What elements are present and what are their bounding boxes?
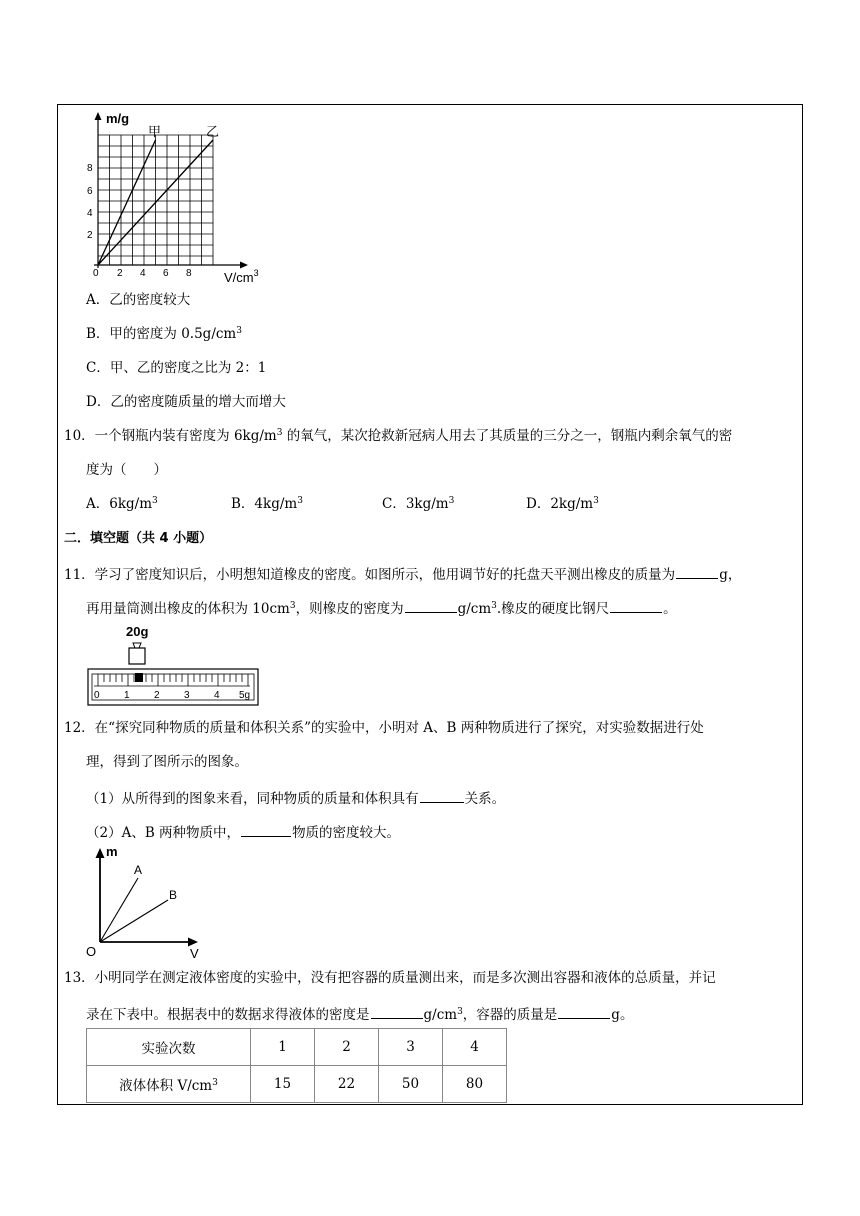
weight-knob — [133, 643, 141, 648]
q13-line2-a: 录在下表中。根据表中的数据求得液体的密度是 — [86, 1007, 370, 1023]
q13-line2-b: g/cm — [423, 1007, 458, 1023]
table-cell-label: 液体体积 V/cm — [119, 1078, 213, 1094]
scale-tick-label: 1 — [124, 690, 130, 701]
q11-line1-a: 11．学习了密度知识后，小明想知道橡皮的密度。如图所示，他用调节好的托盘天平测出橡皮的质量为 — [64, 567, 676, 583]
x-axis-label — [224, 268, 259, 285]
y-axis-label: m — [106, 844, 118, 859]
table-cell: 22 — [315, 1066, 379, 1103]
x-axis-label: V — [190, 946, 199, 958]
answer-blank[interactable] — [676, 566, 718, 579]
table-cell: 3 — [379, 1029, 443, 1066]
sup: 3 — [289, 601, 296, 611]
y-tick: 4 — [87, 208, 93, 219]
sup: 3 — [491, 601, 497, 611]
answer-blank[interactable] — [610, 600, 662, 613]
line-jia — [98, 140, 156, 265]
y-axis-arrow — [96, 848, 105, 858]
q13-line2-c: ，容器的质量是 — [462, 1007, 558, 1023]
section-title: 二．填空题（共 4 小题） — [64, 531, 213, 546]
x-tick: 6 — [163, 268, 169, 279]
x-axis-arrow — [240, 262, 248, 269]
q9-option-b — [86, 328, 242, 342]
sup: 3 — [236, 326, 242, 336]
line-label-yi: 乙 — [206, 124, 220, 139]
q11-line1-b: g， — [719, 567, 742, 583]
x-axis-label-sup: 3 — [253, 268, 259, 278]
scale-bar-outer — [88, 669, 258, 705]
y-axis-arrow — [95, 112, 102, 120]
line-label-b: B — [169, 888, 178, 902]
y-axis-label: m/g — [106, 111, 130, 126]
y-tick: 6 — [87, 186, 93, 197]
q12-sub2 — [86, 824, 400, 841]
line-b — [100, 900, 168, 942]
sup: 3 — [276, 428, 283, 438]
x-tick: 0 — [93, 268, 99, 279]
x-tick: 8 — [186, 268, 192, 279]
x-tick: 4 — [140, 268, 146, 279]
answer-blank[interactable] — [405, 600, 457, 613]
table-cell: 4 — [443, 1029, 507, 1066]
sup: 3 — [212, 1078, 218, 1088]
scale-tick-label: 5g — [239, 690, 251, 701]
q12-mass-volume-graph — [84, 842, 214, 958]
table-cell: 50 — [379, 1066, 443, 1103]
sup: 3 — [457, 1007, 463, 1017]
q12-line1: 12．在“探究同种物质的质量和体积关系”的实验中，小明对 A、B 两种物质进行了探究，对实验数据进行处 — [64, 720, 704, 736]
answer-blank[interactable] — [241, 824, 291, 837]
q9-option-c: C．甲、乙的密度之比为 2：1 — [86, 360, 267, 376]
line-a — [100, 878, 138, 942]
sup: 3 — [297, 496, 303, 506]
q10-line1 — [64, 430, 732, 444]
table-cell: 15 — [251, 1066, 315, 1103]
q10-option-d-text: D．2kg/m — [526, 496, 594, 512]
weight-label: 20g — [126, 624, 149, 639]
q10-option-d — [526, 498, 599, 512]
scale-tick-label: 4 — [214, 690, 220, 701]
answer-blank[interactable] — [558, 1006, 610, 1019]
table-cell: 实验次数 — [87, 1029, 251, 1066]
sup: 3 — [593, 496, 599, 506]
table-cell: 80 — [443, 1066, 507, 1103]
q11-line2-a: 再用量筒测出橡皮的体积为 10cm — [86, 601, 290, 617]
scale-tick-label: 0 — [94, 690, 100, 701]
answer-blank[interactable] — [420, 790, 464, 803]
q13-line2-d: g。 — [611, 1007, 634, 1023]
scale-rider — [135, 673, 143, 682]
q11-line2-c: g/cm — [457, 601, 492, 617]
q11-line2-b: ，则橡皮的密度为 — [295, 601, 404, 617]
x-tick: 2 — [117, 268, 123, 279]
scale-tick-label: 3 — [184, 690, 190, 701]
q10-option-a — [86, 498, 158, 512]
q11-line2 — [86, 600, 677, 617]
q10-option-a-text: A．6kg/m — [86, 496, 153, 512]
scale-tick-label: 2 — [154, 690, 160, 701]
y-tick: 2 — [87, 230, 93, 241]
q12-sub2-a: （2）A、B 两种物质中， — [86, 825, 241, 841]
q10-option-c — [382, 498, 454, 512]
q10-line1-b: 的氧气，某次抢救新冠病人用去了其质量的三分之一，钢瓶内剩余氧气的密 — [282, 428, 733, 444]
q9-density-graph — [84, 110, 274, 286]
q10-option-c-text: C．3kg/m — [382, 496, 449, 512]
table-cell: 1 — [251, 1029, 315, 1066]
line-label-a: A — [134, 863, 143, 877]
answer-blank[interactable] — [371, 1006, 423, 1019]
x-axis-label-text: V/cm — [224, 270, 254, 285]
q10-line1-a: 10．一个钢瓶内装有密度为 6kg/m — [64, 428, 277, 444]
y-tick: 8 — [87, 163, 93, 174]
q10-option-b — [231, 498, 303, 512]
table-cell — [87, 1066, 251, 1103]
q10-line2: 度为（ ） — [86, 462, 167, 478]
q12-sub1-a: （1）从所得到的图象来看，同种物质的质量和体积具有 — [86, 791, 419, 807]
q9-option-b-text: B．甲的密度为 0.5g/cm — [86, 326, 237, 342]
q12-sub1 — [86, 790, 505, 807]
line-label-jia: 甲 — [148, 124, 162, 139]
q10-option-b-text: B．4kg/m — [231, 496, 298, 512]
origin-label: O — [86, 944, 97, 958]
q11-line1 — [64, 566, 741, 583]
q12-sub1-b: 关系。 — [464, 791, 506, 807]
q11-balance-scale-figure — [84, 622, 264, 708]
table-cell: 2 — [315, 1029, 379, 1066]
q13-data-table — [86, 1028, 507, 1103]
q12-line2: 理，得到了图所示的图象。 — [86, 754, 248, 770]
q9-option-d: D．乙的密度随质量的增大而增大 — [86, 394, 286, 410]
sup: 3 — [448, 496, 455, 506]
sup: 3 — [152, 496, 158, 506]
q11-line2-d: .橡皮的硬度比钢尺 — [496, 601, 610, 617]
q13-line2 — [86, 1006, 633, 1023]
table-row — [87, 1066, 507, 1103]
table-row — [87, 1029, 507, 1066]
q12-sub2-b: 物质的密度较大。 — [292, 825, 401, 841]
weight-block — [129, 648, 145, 664]
q11-line2-e: 。 — [663, 601, 677, 617]
q9-option-a: A．乙的密度较大 — [86, 292, 191, 308]
q13-line1: 13．小明同学在测定液体密度的实验中，没有把容器的质量测出来，而是多次测出容器和液体的总质量，并记 — [64, 970, 716, 986]
